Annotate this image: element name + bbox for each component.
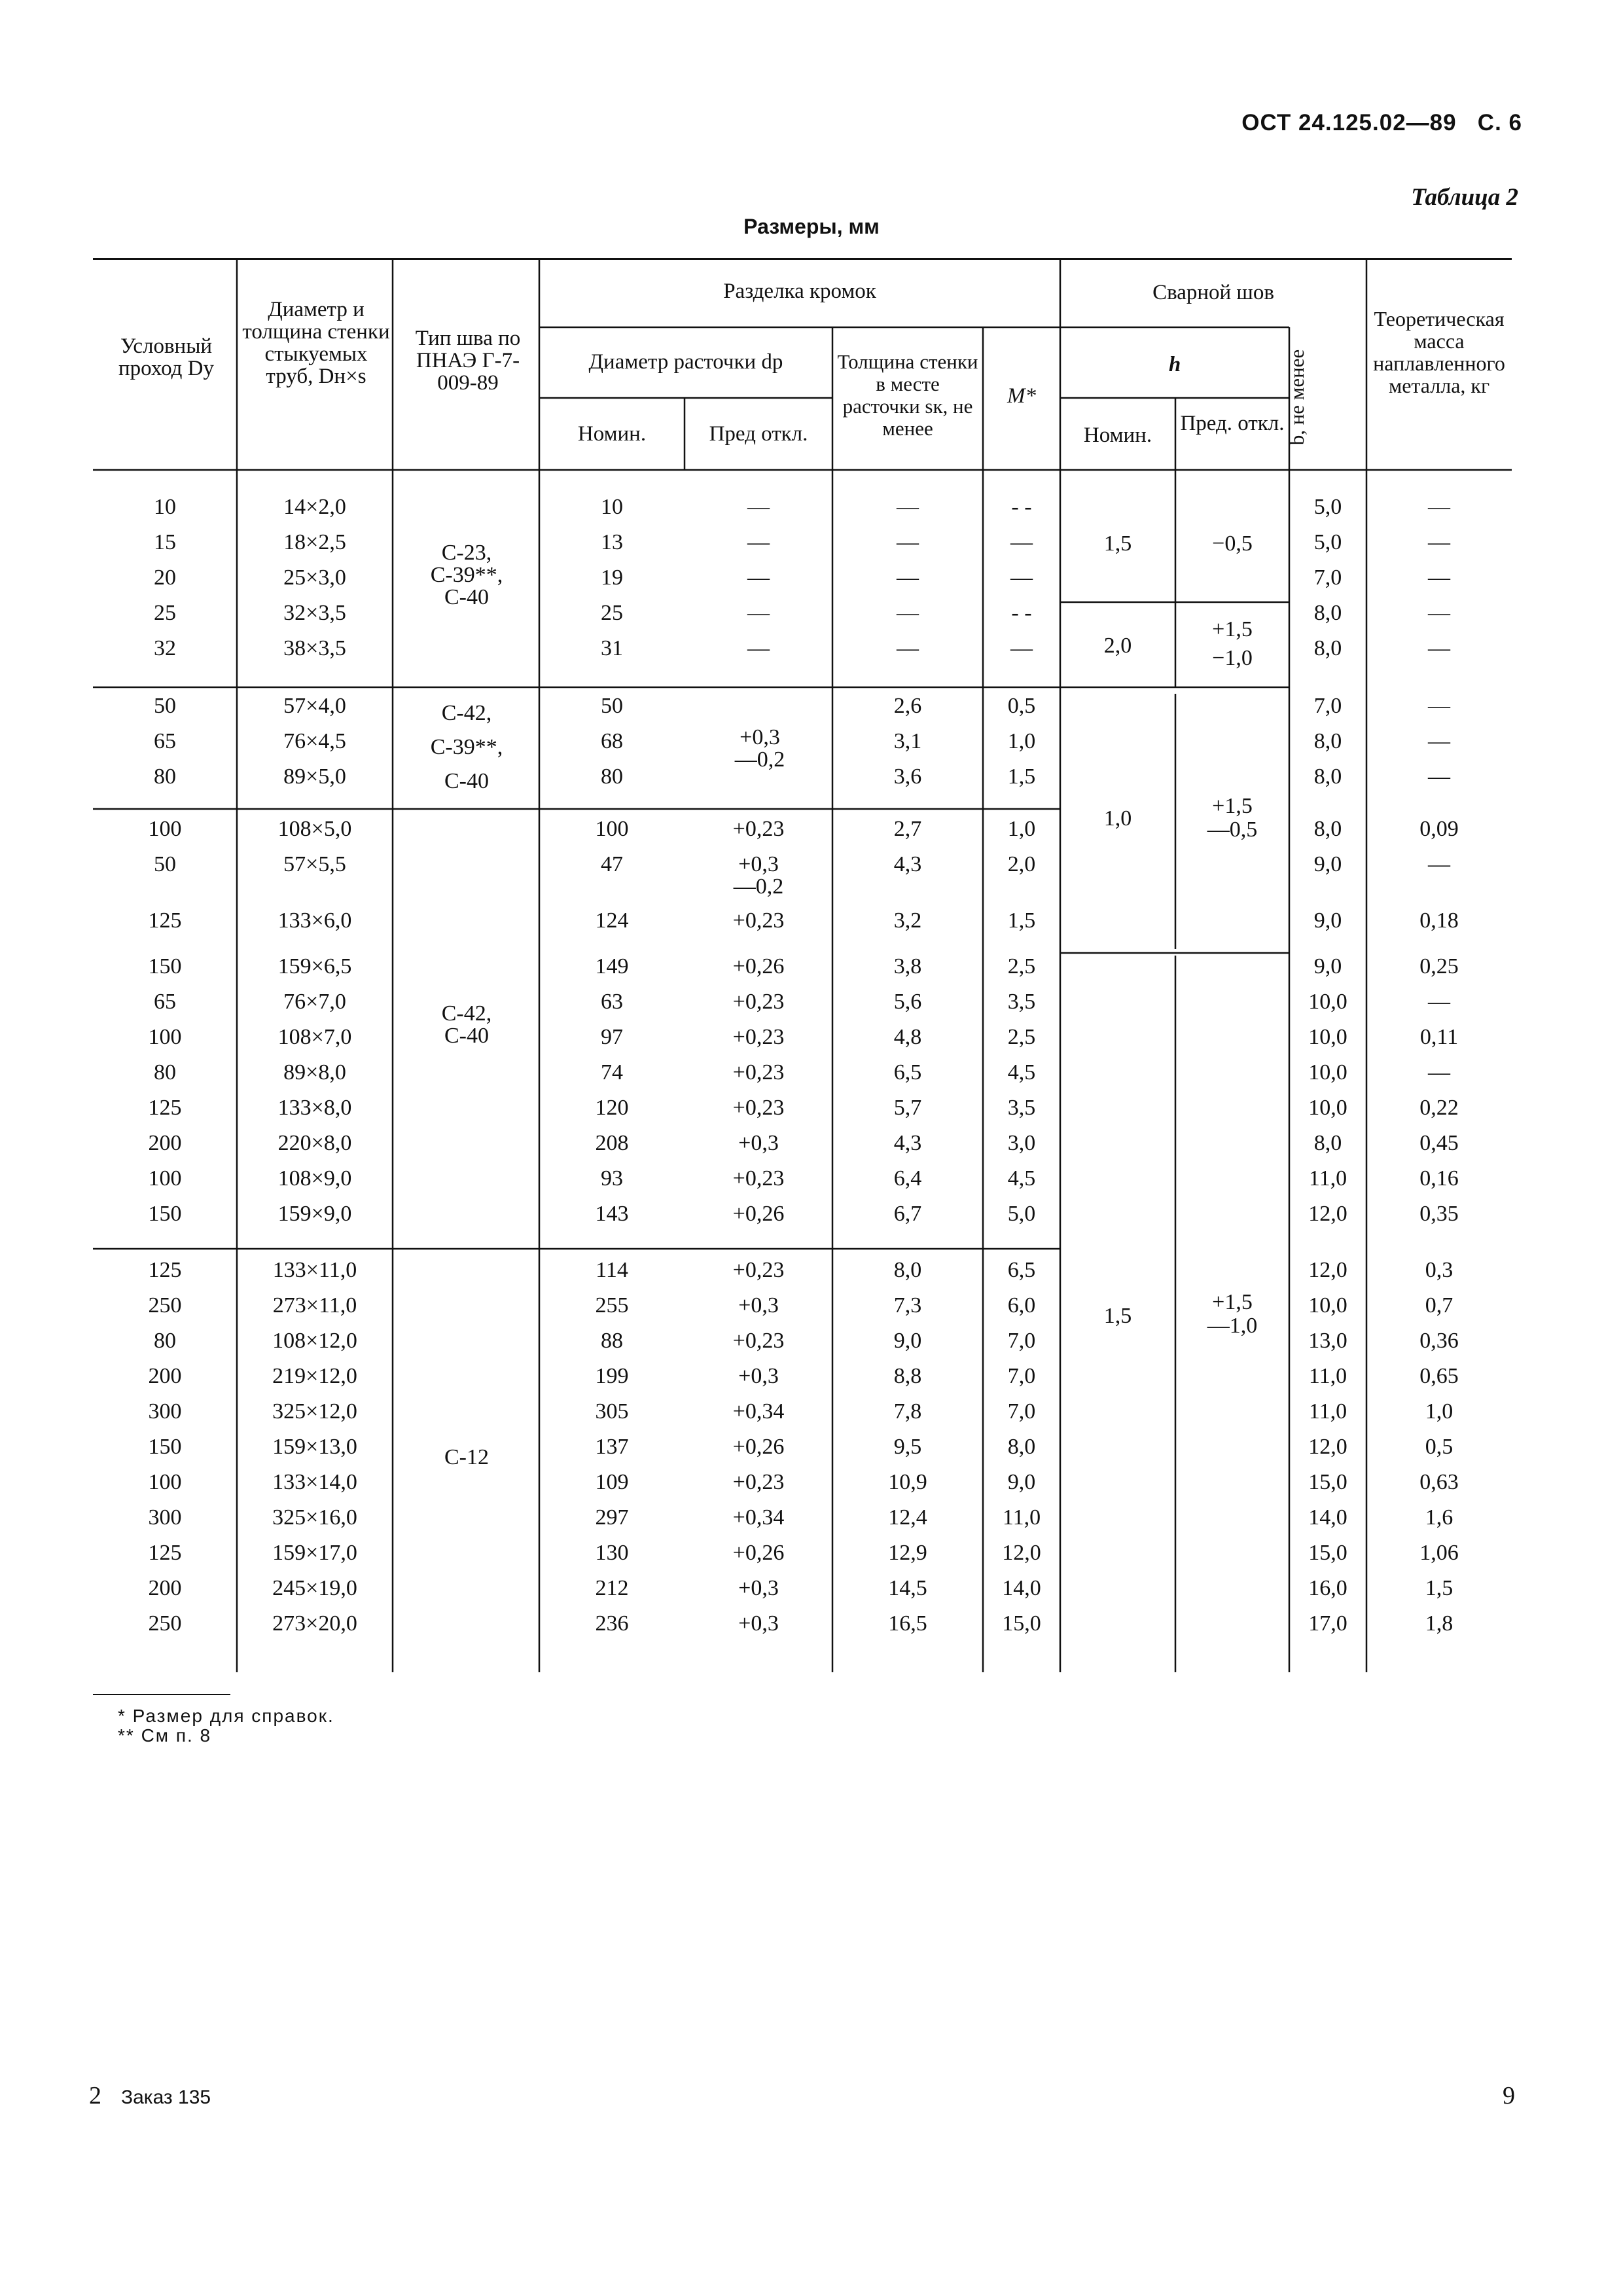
cell-d-nom: 143 — [595, 1202, 629, 1226]
cell-d-tol: +0,23 — [732, 1329, 785, 1353]
cell-sk: 6,7 — [893, 1202, 922, 1226]
cell-dy: 150 — [148, 1202, 182, 1226]
cell-sk: 3,2 — [893, 908, 922, 933]
cell-sk: 9,5 — [893, 1435, 922, 1459]
cell-dy: 65 — [154, 990, 176, 1014]
cell-sk: 4,3 — [893, 1131, 922, 1155]
cell-b: 9,0 — [1313, 852, 1342, 876]
cell-d-nom: 208 — [595, 1131, 629, 1155]
cell-m: 9,0 — [1007, 1470, 1036, 1494]
cell-sk: — — [897, 530, 919, 554]
cell-d-nom: 149 — [595, 954, 629, 978]
cell-mass: 0,36 — [1419, 1329, 1459, 1353]
cell-sk: 3,1 — [893, 729, 922, 753]
cell-mass: — — [1428, 852, 1450, 876]
cell-sk: 16,5 — [888, 1611, 927, 1636]
cell-dy: 80 — [154, 1329, 176, 1353]
cell-dy: 50 — [154, 694, 176, 718]
cell-d-tol: +0,23 — [732, 1096, 785, 1120]
cell-dn-s: 133×11,0 — [272, 1258, 357, 1282]
cell-b: 8,0 — [1313, 601, 1342, 625]
cell-d-nom: 25 — [601, 601, 623, 625]
cell-d-nom: 120 — [595, 1096, 629, 1120]
cell-m: 7,0 — [1007, 1399, 1036, 1424]
cell-mass: 0,11 — [1419, 1025, 1459, 1049]
cell-dy: 100 — [148, 1166, 182, 1191]
cell-dn-s: 133×14,0 — [272, 1470, 357, 1494]
cell-m: 12,0 — [1002, 1541, 1041, 1565]
cell-m: 2,5 — [1007, 954, 1036, 978]
col-header-h-nom: Номин. — [1083, 423, 1152, 447]
col-header-h: h — [1168, 353, 1181, 376]
cell-dn-s: 108×5,0 — [277, 817, 352, 841]
cell-sk: 4,3 — [893, 852, 922, 876]
cell-b: 12,0 — [1308, 1258, 1347, 1282]
col-header-bore-nom: Номин. — [577, 422, 647, 446]
h-tol-3: +1,5 —0,5 — [1207, 794, 1258, 842]
cell-dy: 65 — [154, 729, 176, 753]
cell-sk: 9,0 — [893, 1329, 922, 1353]
col-header-h-tol: Пред. откл. — [1180, 412, 1285, 435]
cell-dn-s: 133×6,0 — [277, 908, 352, 933]
cell-dy: 300 — [148, 1399, 182, 1424]
cell-mass: 0,35 — [1419, 1202, 1459, 1226]
cell-mass: 1,8 — [1425, 1611, 1454, 1636]
h-tol-2: +1,5 −1,0 — [1212, 617, 1253, 670]
cell-dy: 50 — [154, 852, 176, 876]
cell-b: 16,0 — [1308, 1576, 1347, 1600]
cell-dn-s: 219×12,0 — [272, 1364, 357, 1388]
cell-sk: 6,4 — [893, 1166, 922, 1191]
weld-type-group-4: С-12 — [444, 1445, 489, 1469]
cell-b: 15,0 — [1308, 1541, 1347, 1565]
col-header-mass: Теоретическая масса наплавленного металла, кг — [1373, 307, 1505, 397]
cell-mass: 0,09 — [1419, 817, 1459, 841]
footnote-2: ** См п. 8 — [118, 1725, 212, 1746]
cell-dn-s: 325×12,0 — [272, 1399, 357, 1424]
cell-d-tol: +0,34 — [732, 1399, 785, 1424]
cell-d-tol: — — [747, 601, 770, 625]
cell-d-nom: 88 — [601, 1329, 623, 1353]
cell-m: 3,0 — [1007, 1131, 1036, 1155]
cell-sk: 14,5 — [888, 1576, 927, 1600]
cell-m: 15,0 — [1002, 1611, 1041, 1636]
cell-d-tol: +0,23 — [732, 908, 785, 933]
h-nom-3: 1,0 — [1103, 806, 1132, 831]
cell-d-nom: 100 — [595, 817, 629, 841]
h-tol-4: +1,5 —1,0 — [1207, 1290, 1258, 1338]
cell-dy: 100 — [148, 1025, 182, 1049]
cell-dy: 100 — [148, 1470, 182, 1494]
cell-mass: 1,0 — [1425, 1399, 1454, 1424]
cell-d-nom: 97 — [601, 1025, 623, 1049]
cell-dy: 100 — [148, 817, 182, 841]
cell-dn-s: 159×9,0 — [277, 1202, 352, 1226]
cell-m: — — [1010, 565, 1033, 590]
cell-mass: 1,06 — [1419, 1541, 1459, 1565]
cell-b: 10,0 — [1308, 1293, 1347, 1318]
cell-sk: — — [897, 636, 919, 660]
col-header-m: M* — [1007, 384, 1036, 408]
cell-dy: 150 — [148, 1435, 182, 1459]
cell-b: 8,0 — [1313, 1131, 1342, 1155]
cell-mass: — — [1428, 990, 1450, 1014]
cell-m: - - — [1011, 495, 1032, 519]
cell-b: 8,0 — [1313, 636, 1342, 660]
cell-sk: 12,4 — [888, 1505, 927, 1530]
cell-b: 12,0 — [1308, 1202, 1347, 1226]
cell-d-nom: 255 — [595, 1293, 629, 1318]
cell-d-nom: 50 — [601, 694, 623, 718]
cell-m: 4,5 — [1007, 1166, 1036, 1191]
cell-d-nom: 305 — [595, 1399, 629, 1424]
cell-d-nom: 10 — [601, 495, 623, 519]
document-code-header: ОСТ 24.125.02—89 С. 6 — [1241, 110, 1522, 135]
footnote-1: * Размер для справок. — [118, 1706, 334, 1726]
h-tol-1: −0,5 — [1212, 531, 1253, 556]
cell-mass: 0,7 — [1425, 1293, 1454, 1318]
cell-m: 6,5 — [1007, 1258, 1036, 1282]
cell-sk: 12,9 — [888, 1541, 927, 1565]
cell-dn-s: 159×6,5 — [277, 954, 352, 978]
cell-dn-s: 25×3,0 — [283, 565, 346, 590]
cell-dn-s: 89×8,0 — [283, 1060, 346, 1085]
cell-dn-s: 133×8,0 — [277, 1096, 352, 1120]
cell-d-nom: 80 — [601, 764, 623, 789]
cell-m: 7,0 — [1007, 1364, 1036, 1388]
cell-dy: 25 — [154, 601, 176, 625]
cell-b: 10,0 — [1308, 1060, 1347, 1085]
cell-dy: 125 — [148, 1541, 182, 1565]
cell-d-tol: +0,3 — [738, 1611, 779, 1636]
cell-mass: — — [1428, 495, 1450, 519]
cell-d-tol: +0,3 — [738, 1364, 779, 1388]
cell-m: 2,0 — [1007, 852, 1036, 876]
cell-d-nom: 13 — [601, 530, 623, 554]
cell-d-nom: 130 — [595, 1541, 629, 1565]
cell-mass: — — [1428, 729, 1450, 753]
cell-d-tol: +0,26 — [732, 1541, 785, 1565]
col-header-bore-tol: Пред откл. — [709, 422, 808, 446]
weld-type-group-1: С-23, С-39**, С-40 — [430, 541, 503, 609]
cell-b: 7,0 — [1313, 565, 1342, 590]
bore-tol-group-50-80: +0,3 —0,2 — [734, 725, 785, 772]
cell-dy: 125 — [148, 1096, 182, 1120]
cell-b: 14,0 — [1308, 1505, 1347, 1530]
cell-dn-s: 76×7,0 — [283, 990, 346, 1014]
cell-dn-s: 220×8,0 — [277, 1131, 352, 1155]
cell-dy: 250 — [148, 1293, 182, 1318]
cell-dy: 125 — [148, 908, 182, 933]
cell-b: 5,0 — [1313, 530, 1342, 554]
cell-mass: — — [1428, 530, 1450, 554]
cell-dn-s: 159×17,0 — [272, 1541, 357, 1565]
cell-m: 7,0 — [1007, 1329, 1036, 1353]
cell-sk: — — [897, 601, 919, 625]
cell-dn-s: 57×5,5 — [283, 852, 346, 876]
cell-m: - - — [1011, 601, 1032, 625]
cell-d-tol: +0,23 — [732, 1025, 785, 1049]
cell-d-tol: +0,3 — [738, 1576, 779, 1600]
page-number: 9 — [1503, 2082, 1515, 2109]
cell-sk: 3,6 — [893, 764, 922, 789]
cell-b: 10,0 — [1308, 1096, 1347, 1120]
cell-d-nom: 47 — [601, 852, 623, 876]
h-nom-4: 1,5 — [1103, 1304, 1132, 1328]
cell-dn-s: 38×3,5 — [283, 636, 346, 660]
cell-dn-s: 57×4,0 — [283, 694, 346, 718]
cell-dn-s: 159×13,0 — [272, 1435, 357, 1459]
cell-d-nom: 93 — [601, 1166, 623, 1191]
col-header-dy: Условный проход Dу — [118, 334, 214, 380]
cell-dy: 200 — [148, 1131, 182, 1155]
cell-sk: 4,8 — [893, 1025, 922, 1049]
cell-m: — — [1010, 530, 1033, 554]
cell-d-nom: 297 — [595, 1505, 629, 1530]
cell-mass: 0,25 — [1419, 954, 1459, 978]
cell-d-tol: — — [747, 530, 770, 554]
cell-mass: — — [1428, 1060, 1450, 1085]
cell-m: 11,0 — [1002, 1505, 1041, 1530]
cell-dn-s: 273×11,0 — [272, 1293, 357, 1318]
cell-mass: 0,5 — [1425, 1435, 1454, 1459]
weld-type-group-2: С-42, С-39**, С-40 — [430, 701, 503, 793]
cell-mass: 0,18 — [1419, 908, 1459, 933]
cell-mass: 0,63 — [1419, 1470, 1459, 1494]
cell-m: 8,0 — [1007, 1435, 1036, 1459]
cell-dy: 10 — [154, 495, 176, 519]
cell-d-tol: +0,23 — [732, 1470, 785, 1494]
cell-m: 14,0 — [1002, 1576, 1041, 1600]
cell-dy: 20 — [154, 565, 176, 590]
cell-m: 1,0 — [1007, 729, 1036, 753]
cell-dy: 80 — [154, 764, 176, 789]
cell-m: 3,5 — [1007, 1096, 1036, 1120]
cell-b: 11,0 — [1308, 1364, 1347, 1388]
cell-dn-s: 18×2,5 — [283, 530, 346, 554]
cell-d-tol: +0,23 — [732, 1258, 785, 1282]
cell-d-tol: +0,23 — [732, 1166, 785, 1191]
cell-sk: 7,8 — [893, 1399, 922, 1424]
table-label: Таблица 2 — [1411, 184, 1518, 211]
cell-m: 1,0 — [1007, 817, 1036, 841]
cell-dy: 300 — [148, 1505, 182, 1530]
cell-mass: 0,45 — [1419, 1131, 1459, 1155]
cell-b: 17,0 — [1308, 1611, 1347, 1636]
cell-b: 8,0 — [1313, 729, 1342, 753]
cell-d-tol: +0,26 — [732, 1202, 785, 1226]
cell-b: 13,0 — [1308, 1329, 1347, 1353]
cell-sk: 6,5 — [893, 1060, 922, 1085]
cell-m: 1,5 — [1007, 764, 1036, 789]
cell-dn-s: 108×9,0 — [277, 1166, 352, 1191]
cell-m: 6,0 — [1007, 1293, 1036, 1318]
cell-dn-s: 108×7,0 — [277, 1025, 352, 1049]
cell-mass: — — [1428, 565, 1450, 590]
cell-mass: 0,3 — [1425, 1258, 1454, 1282]
cell-d-tol: +0,3 — [738, 1131, 779, 1155]
col-header-bore-diameter: Диаметр расточки dр — [588, 350, 783, 374]
cell-dn-s: 325×16,0 — [272, 1505, 357, 1530]
col-header-weld-type: Тип шва по ПНАЭ Г-7-009-89 — [415, 327, 521, 395]
cell-d-tol: — — [747, 636, 770, 660]
cell-mass: 1,6 — [1425, 1505, 1454, 1530]
cell-dn-s: 245×19,0 — [272, 1576, 357, 1600]
cell-dy: 250 — [148, 1611, 182, 1636]
cell-m: 4,5 — [1007, 1060, 1036, 1085]
cell-b: 9,0 — [1313, 908, 1342, 933]
cell-dy: 200 — [148, 1576, 182, 1600]
cell-d-nom: 109 — [595, 1470, 629, 1494]
cell-b: 5,0 — [1313, 495, 1342, 519]
h-nom-1: 1,5 — [1103, 531, 1132, 556]
cell-d-tol: +0,34 — [732, 1505, 785, 1530]
cell-mass: — — [1428, 636, 1450, 660]
cell-d-tol: +0,23 — [732, 817, 785, 841]
cell-m: 5,0 — [1007, 1202, 1036, 1226]
cell-dy: 15 — [154, 530, 176, 554]
cell-dy: 80 — [154, 1060, 176, 1085]
cell-dy: 125 — [148, 1258, 182, 1282]
cell-dn-s: 108×12,0 — [272, 1329, 357, 1353]
cell-sk: 10,9 — [888, 1470, 927, 1494]
cell-mass: 0,16 — [1419, 1166, 1459, 1191]
cell-mass: — — [1428, 694, 1450, 718]
cell-d-nom: 74 — [601, 1060, 623, 1085]
cell-mass: 0,22 — [1419, 1096, 1459, 1120]
cell-b: 8,0 — [1313, 817, 1342, 841]
cell-mass: 0,65 — [1419, 1364, 1459, 1388]
cell-d-nom: 19 — [601, 565, 623, 590]
cell-b: 7,0 — [1313, 694, 1342, 718]
cell-d-tol: +0,3 — [738, 1293, 779, 1318]
cell-b: 10,0 — [1308, 990, 1347, 1014]
cell-d-nom: 137 — [595, 1435, 629, 1459]
cell-b: 10,0 — [1308, 1025, 1347, 1049]
cell-d-nom: 124 — [595, 908, 629, 933]
cell-sk: 5,7 — [893, 1096, 922, 1120]
cell-d-nom: 114 — [596, 1258, 628, 1282]
cell-sk: 8,8 — [893, 1364, 922, 1388]
cell-d-tol: — — [747, 495, 770, 519]
cell-mass: — — [1428, 764, 1450, 789]
cell-d-tol: +0,26 — [732, 1435, 785, 1459]
cell-d-nom: 63 — [601, 990, 623, 1014]
footnote-rule — [93, 1694, 230, 1695]
cell-d-tol: +0,3 —0,2 — [733, 852, 784, 899]
cell-sk: 5,6 — [893, 990, 922, 1014]
cell-m: — — [1010, 636, 1033, 660]
cell-dn-s: 32×3,5 — [283, 601, 346, 625]
weld-type-group-3: С-42, С-40 — [441, 1001, 492, 1048]
col-header-wall-thickness: Толщина стенки в месте расточки sк, не менее — [837, 350, 978, 440]
cell-dy: 150 — [148, 954, 182, 978]
cell-sk: 8,0 — [893, 1258, 922, 1282]
cell-sk: 3,8 — [893, 954, 922, 978]
cell-dn-s: 89×5,0 — [283, 764, 346, 789]
cell-d-tol: — — [747, 565, 770, 590]
col-header-edge-prep: Разделка кромок — [723, 279, 876, 303]
cell-sk: — — [897, 495, 919, 519]
cell-d-nom: 31 — [601, 636, 623, 660]
cell-d-nom: 199 — [595, 1364, 629, 1388]
cell-m: 3,5 — [1007, 990, 1036, 1014]
cell-sk: 7,3 — [893, 1293, 922, 1318]
cell-d-tol: +0,23 — [732, 1060, 785, 1085]
cell-dy: 200 — [148, 1364, 182, 1388]
cell-sk: 2,7 — [893, 817, 922, 841]
h-nom-2: 2,0 — [1103, 634, 1132, 658]
col-header-weld: Сварной шов — [1152, 281, 1274, 304]
cell-dn-s: 273×20,0 — [272, 1611, 357, 1636]
cell-d-nom: 236 — [595, 1611, 629, 1636]
cell-b: 11,0 — [1308, 1166, 1347, 1191]
footer-order: 2 Заказ 135 — [89, 2082, 211, 2109]
cell-sk: 2,6 — [893, 694, 922, 718]
cell-dn-s: 76×4,5 — [283, 729, 346, 753]
cell-d-nom: 212 — [595, 1576, 629, 1600]
cell-sk: — — [897, 565, 919, 590]
cell-b: 9,0 — [1313, 954, 1342, 978]
cell-mass: — — [1428, 601, 1450, 625]
cell-m: 1,5 — [1007, 908, 1036, 933]
cell-mass: 1,5 — [1425, 1576, 1454, 1600]
col-header-dn-s: Диаметр и толщина стенки стыкуемых труб, Dн×s — [242, 298, 390, 388]
units-title: Размеры, мм — [743, 215, 880, 238]
cell-d-tol: +0,23 — [732, 990, 785, 1014]
cell-dy: 32 — [154, 636, 176, 660]
cell-b: 15,0 — [1308, 1470, 1347, 1494]
cell-d-tol: +0,26 — [732, 954, 785, 978]
cell-b: 12,0 — [1308, 1435, 1347, 1459]
cell-dn-s: 14×2,0 — [283, 495, 346, 519]
cell-d-nom: 68 — [601, 729, 623, 753]
cell-b: 8,0 — [1313, 764, 1342, 789]
cell-m: 0,5 — [1007, 694, 1036, 718]
cell-b: 11,0 — [1308, 1399, 1347, 1424]
cell-m: 2,5 — [1007, 1025, 1036, 1049]
col-header-b: b, не менее — [1285, 349, 1308, 446]
